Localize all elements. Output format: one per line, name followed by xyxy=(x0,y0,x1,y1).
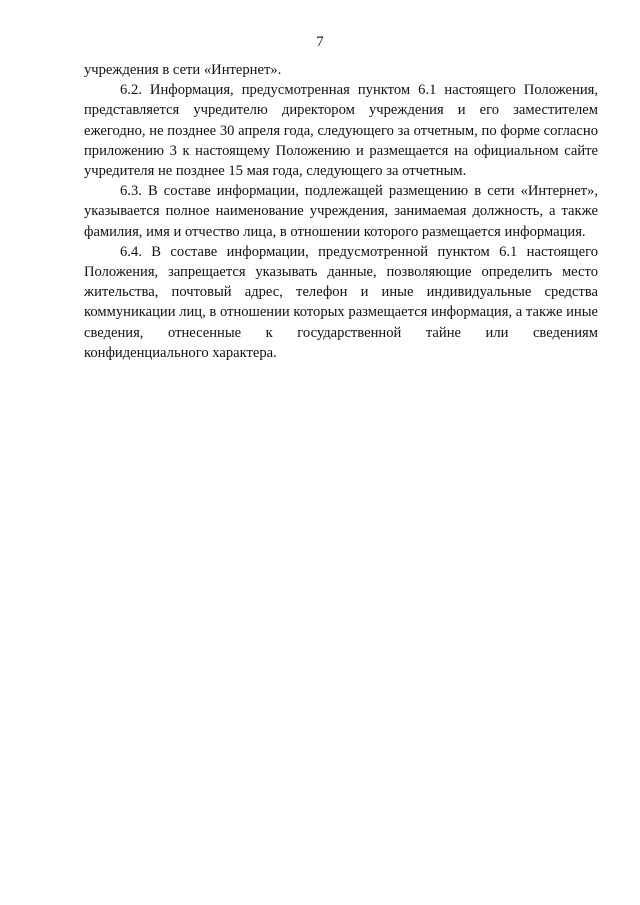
paragraph-continuation: учреждения в сети «Интернет». xyxy=(84,62,282,78)
document-body xyxy=(84,60,598,363)
paragraph-6-4: 6.4. В составе информации, предусмотренной пунктом 6.1 настоящего Положения, запрещается указывать данные, позволяющие определить место жительства, почтовый адрес, телефон и иные индивидуальные средства коммуникации лиц, в отношении которых размещается информация, а также иные сведения, отнесенные к государственной тайне или сведениям конфиденциального характера. xyxy=(84,243,598,361)
page-number: 7 xyxy=(316,34,324,50)
paragraph-6-2: 6.2. Информация, предусмотренная пунктом 6.1 настоящего Положения, представляется учредителю директором учреждения и его заместителем ежегодно, не позднее 30 апреля года, следующего за отчетным, по форме согласно приложению 3 к настоящему Положению и размещается на официальном сайте учредителя не позднее 15 мая года, следующего за отчетным. xyxy=(84,82,598,180)
paragraph-6-3: 6.3. В составе информации, подлежащей размещению в сети «Интернет», указывается полное наименование учреждения, занимаемая должность, а также фамилия, имя и отчество лица, в отношении которого размещается информация. xyxy=(84,183,598,240)
